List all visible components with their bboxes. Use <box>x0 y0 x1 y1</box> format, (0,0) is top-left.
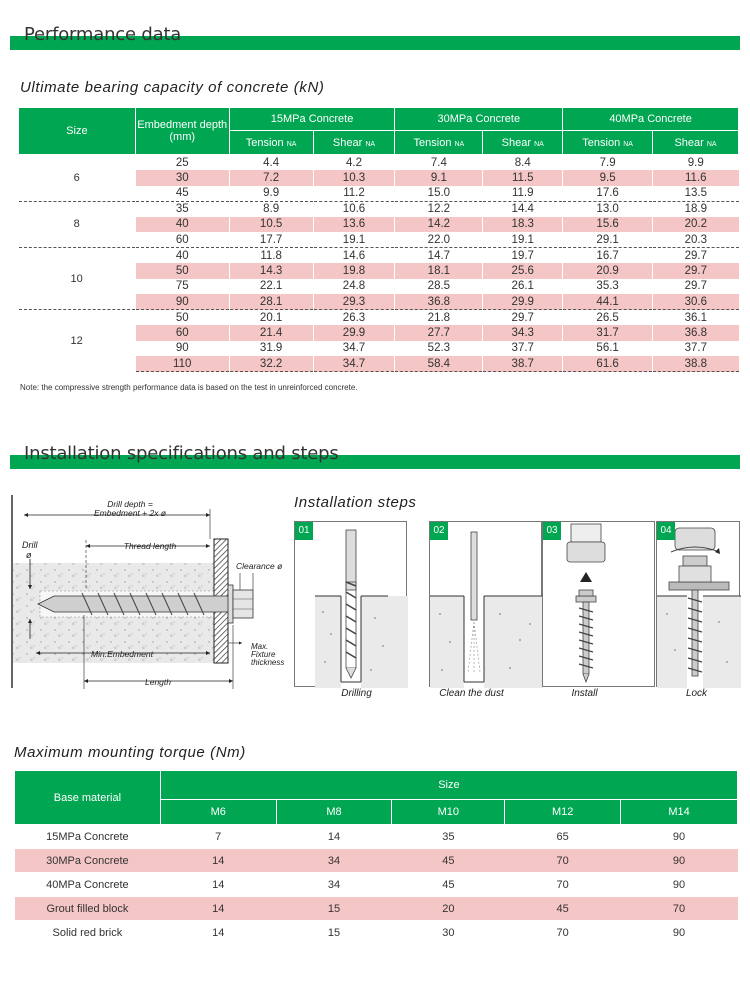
tension-header-label: Tension <box>413 136 452 149</box>
torque-cell: 20 <box>392 897 505 921</box>
value-cell: 14.3 <box>229 263 313 279</box>
step-number: 01 <box>295 522 313 540</box>
torque-cell: 45 <box>392 849 505 873</box>
value-cell: 21.8 <box>395 310 483 326</box>
tension-header-label: Tension <box>582 136 621 149</box>
bearing-note: Note: the compressive strength performance data is based on the test in unreinforced concrete. <box>20 383 358 392</box>
thread-length-label: Thread length <box>123 541 177 551</box>
drill-depth-label-1: Drill depth = <box>107 499 153 509</box>
embedment-cell: 40 <box>135 217 229 233</box>
embedment-cell: 90 <box>135 294 229 310</box>
torque-cell: 14 <box>276 825 392 849</box>
table-row <box>15 873 738 897</box>
tension-header <box>229 131 313 155</box>
value-cell: 7.4 <box>395 155 483 171</box>
shear-header-subscript: NA <box>706 140 717 148</box>
value-cell: 19.1 <box>313 232 395 248</box>
value-cell: 19.1 <box>483 232 563 248</box>
torque-cell: 90 <box>621 825 738 849</box>
torque-cell: 34 <box>276 849 392 873</box>
base-material-header: Base material <box>15 771 161 825</box>
torque-cell: 15 <box>276 897 392 921</box>
step-label-drilling: Drilling <box>341 688 372 699</box>
value-cell: 17.7 <box>229 232 313 248</box>
value-cell: 9.9 <box>653 155 739 171</box>
step-install-panel <box>542 521 655 687</box>
value-cell: 4.4 <box>229 155 313 171</box>
value-cell: 14.4 <box>483 201 563 217</box>
value-cell: 18.9 <box>653 201 739 217</box>
value-cell: 52.3 <box>395 341 483 357</box>
embedment-cell: 75 <box>135 279 229 295</box>
value-cell: 7.9 <box>563 155 653 171</box>
value-cell: 12.2 <box>395 201 483 217</box>
embedment-cell: 90 <box>135 341 229 357</box>
value-cell: 20.1 <box>229 310 313 326</box>
table-row <box>19 155 739 171</box>
embedment-header: Embedment depth (mm) <box>135 108 229 155</box>
value-cell: 11.9 <box>483 186 563 202</box>
value-cell: 34.3 <box>483 325 563 341</box>
value-cell: 10.3 <box>313 170 395 186</box>
material-cell: Grout filled block <box>15 897 161 921</box>
torque-cell: 90 <box>621 873 738 897</box>
value-cell: 29.7 <box>483 310 563 326</box>
installation-steps-title: Installation steps <box>294 494 417 511</box>
shear-header-subscript: NA <box>534 140 544 148</box>
shear-header <box>653 131 739 155</box>
value-cell: 11.5 <box>483 170 563 186</box>
step-number: 04 <box>657 522 675 540</box>
torque-cell: 14 <box>160 921 276 945</box>
tension-header-label: Tension <box>245 136 284 149</box>
torque-cell: 45 <box>392 873 505 897</box>
fixture-label-2: Fixture <box>251 650 276 659</box>
embedment-cell: 25 <box>135 155 229 171</box>
value-cell: 11.6 <box>653 170 739 186</box>
embedment-cell: 60 <box>135 232 229 248</box>
value-cell: 29.1 <box>563 232 653 248</box>
torque-cell: 14 <box>160 897 276 921</box>
value-cell: 37.7 <box>653 341 739 357</box>
torque-table <box>14 770 738 945</box>
value-cell: 28.1 <box>229 294 313 310</box>
value-cell: 29.7 <box>653 263 739 279</box>
c30-header: 30MPa Concrete <box>395 108 563 131</box>
length-label: Length <box>145 677 171 687</box>
value-cell: 13.0 <box>563 201 653 217</box>
value-cell: 20.3 <box>653 232 739 248</box>
value-cell: 19.7 <box>483 248 563 264</box>
size-cell: 8 <box>19 201 136 248</box>
size-column-header: M8 <box>276 800 392 825</box>
embedment-cell: 40 <box>135 248 229 264</box>
size-cell: 6 <box>19 155 136 202</box>
value-cell: 37.7 <box>483 341 563 357</box>
material-cell: Solid red brick <box>15 921 161 945</box>
fixture-label-1: Max. <box>251 642 269 651</box>
size-column-header: M10 <box>392 800 505 825</box>
torque-cell: 45 <box>505 897 621 921</box>
anchor-dimension-diagram <box>10 495 295 695</box>
torque-cell: 7 <box>160 825 276 849</box>
shear-header-label: Shear <box>501 136 532 149</box>
value-cell: 14.6 <box>313 248 395 264</box>
value-cell: 30.6 <box>653 294 739 310</box>
step-number: 02 <box>430 522 448 540</box>
step-label-lock: Lock <box>685 688 708 699</box>
drilling-illustration <box>295 522 408 688</box>
value-cell: 22.0 <box>395 232 483 248</box>
table-row <box>15 825 738 849</box>
material-cell: 40MPa Concrete <box>15 873 161 897</box>
value-cell: 19.8 <box>313 263 395 279</box>
value-cell: 34.7 <box>313 356 395 372</box>
value-cell: 56.1 <box>563 341 653 357</box>
value-cell: 13.5 <box>653 186 739 202</box>
installation-section-title: Installation specifications and steps <box>24 443 339 464</box>
shear-header <box>483 131 563 155</box>
value-cell: 26.1 <box>483 279 563 295</box>
value-cell: 29.9 <box>483 294 563 310</box>
install-illustration <box>543 522 656 688</box>
value-cell: 29.7 <box>653 248 739 264</box>
step-label-clean: Clean the dust <box>439 688 504 699</box>
value-cell: 29.9 <box>313 325 395 341</box>
size-cell: 10 <box>19 248 136 310</box>
c40-header: 40MPa Concrete <box>563 108 739 131</box>
torque-cell: 14 <box>160 849 276 873</box>
value-cell: 38.8 <box>653 356 739 372</box>
value-cell: 9.1 <box>395 170 483 186</box>
shear-header <box>313 131 395 155</box>
embedment-cell: 60 <box>135 325 229 341</box>
table-row <box>19 248 739 264</box>
value-cell: 15.0 <box>395 186 483 202</box>
lock-illustration <box>657 522 741 688</box>
value-cell: 35.3 <box>563 279 653 295</box>
size-column-header: M12 <box>505 800 621 825</box>
material-cell: 30MPa Concrete <box>15 849 161 873</box>
value-cell: 14.7 <box>395 248 483 264</box>
embedment-cell: 35 <box>135 201 229 217</box>
clean-dust-illustration <box>430 522 543 688</box>
table-row <box>19 310 739 326</box>
torque-cell: 70 <box>505 849 621 873</box>
value-cell: 10.6 <box>313 201 395 217</box>
c15-header: 15MPa Concrete <box>229 108 395 131</box>
value-cell: 14.2 <box>395 217 483 233</box>
value-cell: 9.5 <box>563 170 653 186</box>
step-number: 03 <box>543 522 561 540</box>
shear-header-subscript: NA <box>365 140 376 148</box>
shear-header-label: Shear <box>674 136 704 149</box>
material-cell: 15MPa Concrete <box>15 825 161 849</box>
tension-header <box>395 131 483 155</box>
bearing-table-title: Ultimate bearing capacity of concrete (kN) <box>20 79 325 96</box>
bearing-capacity-table <box>18 107 739 372</box>
performance-section-title: Performance data <box>24 24 182 45</box>
torque-cell: 34 <box>276 873 392 897</box>
value-cell: 44.1 <box>563 294 653 310</box>
value-cell: 34.7 <box>313 341 395 357</box>
value-cell: 11.8 <box>229 248 313 264</box>
value-cell: 32.2 <box>229 356 313 372</box>
torque-cell: 70 <box>621 897 738 921</box>
value-cell: 21.4 <box>229 325 313 341</box>
value-cell: 58.4 <box>395 356 483 372</box>
value-cell: 8.4 <box>483 155 563 171</box>
torque-table-title: Maximum mounting torque (Nm) <box>14 744 246 761</box>
drill-label: Drill <box>22 540 38 550</box>
table-row <box>15 849 738 873</box>
table-row <box>15 921 738 945</box>
value-cell: 31.9 <box>229 341 313 357</box>
table-row <box>15 897 738 921</box>
value-cell: 22.1 <box>229 279 313 295</box>
value-cell: 26.5 <box>563 310 653 326</box>
torque-cell: 90 <box>621 849 738 873</box>
size-header: Size <box>19 108 136 155</box>
value-cell: 29.3 <box>313 294 395 310</box>
shear-header-label: Shear <box>332 136 363 149</box>
torque-cell: 70 <box>505 873 621 897</box>
tension-header <box>563 131 653 155</box>
tension-header-subscript: NA <box>623 140 633 148</box>
value-cell: 31.7 <box>563 325 653 341</box>
value-cell: 20.9 <box>563 263 653 279</box>
torque-cell: 35 <box>392 825 505 849</box>
value-cell: 38.7 <box>483 356 563 372</box>
drill-symbol-label: ø <box>26 550 32 560</box>
table-row <box>19 201 739 217</box>
value-cell: 15.6 <box>563 217 653 233</box>
value-cell: 29.7 <box>653 279 739 295</box>
step-drilling-panel <box>294 521 407 687</box>
min-embedment-label: Min.Embedment <box>91 649 153 659</box>
drill-depth-label-2: Embedment + 2x ø <box>93 508 167 518</box>
torque-cell: 65 <box>505 825 621 849</box>
value-cell: 17.6 <box>563 186 653 202</box>
value-cell: 61.6 <box>563 356 653 372</box>
value-cell: 7.2 <box>229 170 313 186</box>
torque-cell: 30 <box>392 921 505 945</box>
value-cell: 27.7 <box>395 325 483 341</box>
value-cell: 25.6 <box>483 263 563 279</box>
size-group-header: Size <box>160 771 737 800</box>
size-column-header: M6 <box>160 800 276 825</box>
value-cell: 20.2 <box>653 217 739 233</box>
embedment-cell: 30 <box>135 170 229 186</box>
clearance-label: Clearance ø <box>236 561 283 571</box>
torque-cell: 70 <box>505 921 621 945</box>
value-cell: 4.2 <box>313 155 395 171</box>
value-cell: 36.1 <box>653 310 739 326</box>
torque-cell: 15 <box>276 921 392 945</box>
value-cell: 11.2 <box>313 186 395 202</box>
value-cell: 18.3 <box>483 217 563 233</box>
torque-cell: 14 <box>160 873 276 897</box>
size-cell: 12 <box>19 310 136 372</box>
value-cell: 28.5 <box>395 279 483 295</box>
value-cell: 10.5 <box>229 217 313 233</box>
embedment-cell: 110 <box>135 356 229 372</box>
embedment-cell: 45 <box>135 186 229 202</box>
value-cell: 36.8 <box>653 325 739 341</box>
value-cell: 8.9 <box>229 201 313 217</box>
fixture-label-3: thickness <box>251 658 285 667</box>
tension-header-subscript: NA <box>454 140 465 148</box>
value-cell: 9.9 <box>229 186 313 202</box>
torque-cell: 90 <box>621 921 738 945</box>
value-cell: 13.6 <box>313 217 395 233</box>
step-lock-panel <box>656 521 740 687</box>
embedment-cell: 50 <box>135 263 229 279</box>
embedment-cell: 50 <box>135 310 229 326</box>
size-column-header: M14 <box>621 800 738 825</box>
value-cell: 16.7 <box>563 248 653 264</box>
value-cell: 26.3 <box>313 310 395 326</box>
value-cell: 36.8 <box>395 294 483 310</box>
value-cell: 24.8 <box>313 279 395 295</box>
tension-header-subscript: NA <box>286 140 297 148</box>
step-label-install: Install <box>571 688 598 699</box>
value-cell: 18.1 <box>395 263 483 279</box>
step-clean-panel <box>429 521 542 687</box>
